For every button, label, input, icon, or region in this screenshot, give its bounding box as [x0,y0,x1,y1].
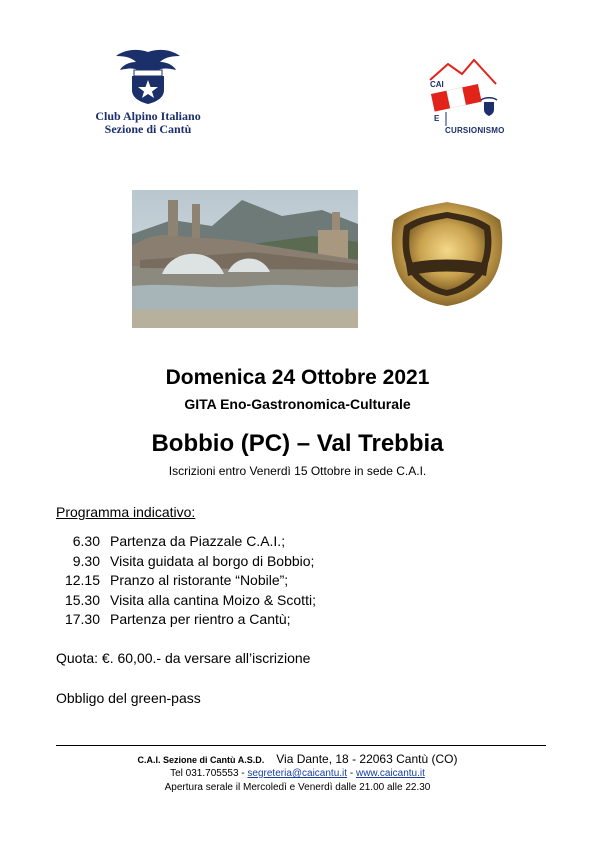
event-place: Bobbio (PC) – Val Trebbia [151,430,444,457]
org-name: Club Alpino Italiano [95,109,201,123]
moizo-scotti-seal [388,198,506,308]
schedule-time: 12.15 [64,572,100,588]
list-item [56,532,316,552]
quota-text: Quota: €. 60,00.- da versare all’iscrizione [56,650,311,666]
logo-esc-e: E [434,114,440,123]
list-item [56,571,316,591]
schedule-time: 15.30 [64,591,100,608]
footer-contact-line [0,768,595,779]
schedule-desc: Partenza per rientro a Cantù; [110,611,291,627]
list-item [56,610,316,630]
footer-address: Via Dante, 18 - 22063 Cantù (CO) [276,752,458,766]
escursionismo-logo [418,50,514,138]
schedule-desc: Pranzo al ristorante “Nobile”; [110,572,289,588]
event-date: Domenica 24 Ottobre 2021 [165,366,430,389]
obligation-text: Obbligo del green-pass [56,690,201,706]
schedule-list [56,532,316,630]
email-link[interactable]: segreteria@caicantu.it [247,768,348,779]
schedule-desc: Visita alla cantina Moizo & Scotti; [110,591,316,608]
footer-org: C.A.I. Sezione di Cantù A.S.D. [137,755,265,765]
enrollment-note: Iscrizioni entro Venerdì 15 Ottobre in sede C.A.I. [168,464,427,478]
footer-sep: - [349,768,354,779]
website-link[interactable]: www.caicantu.it [355,768,425,779]
trip-type: GITA Eno-Gastronomica-Culturale [184,396,411,412]
eagle-star-icon [114,46,182,106]
bobbio-bridge-photo [132,190,358,328]
schedule-time: 6.30 [72,533,100,549]
logo-esc-word: CURSIONISMO [445,126,505,135]
list-item [56,591,316,611]
footer-hours: Apertura serale il Mercoledì e Venerdì dalle 21.00 alle 22.30 [164,782,431,793]
schedule-time: 9.30 [72,552,100,569]
footer-address-line [0,752,595,766]
list-item [56,552,316,572]
logo-esc-cai: CAI [430,80,444,89]
footer-tel: Tel 031.705553 - [170,768,245,779]
schedule-desc: Visita guidata al borgo di Bobbio; [110,552,315,569]
schedule-time: 17.30 [64,611,100,627]
cai-logo [88,46,208,138]
org-section: Sezione di Cantù [104,122,192,136]
program-title: Programma indicativo: [56,504,196,520]
schedule-desc: Partenza da Piazzale C.A.I.; [110,533,286,549]
footer-divider [56,745,546,746]
